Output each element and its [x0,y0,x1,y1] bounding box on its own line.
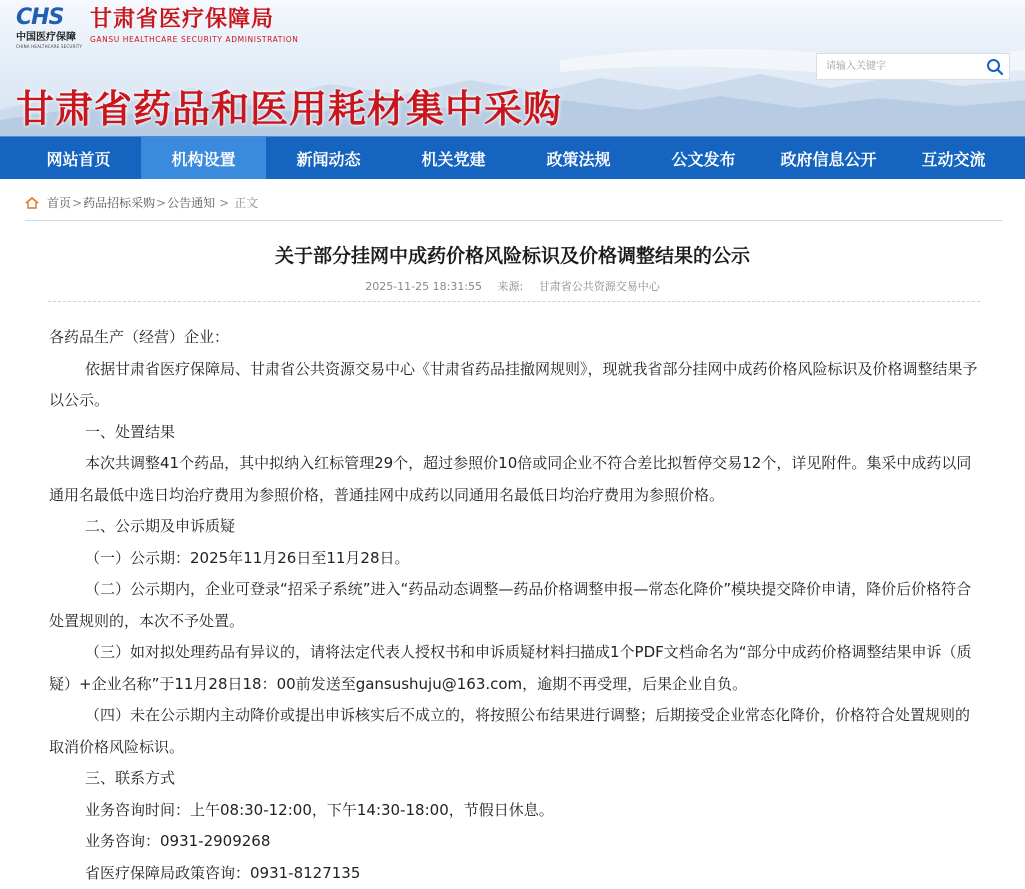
org-name: 甘肃省医疗保障局 [90,6,298,34]
logo-cn-text: 中国医疗保障 [16,32,88,44]
nav-item-organization[interactable]: 机构设置 [141,137,266,179]
main-nav [0,136,1025,179]
logo-text-block [90,6,298,46]
article-meta [0,278,1025,294]
article-paragraph: 本次共调整41个药品，其中拟纳入红标管理29个，超过参照价10倍或同企业不符合差比拟暂停交易12个，详见附件。集采中成药以同通用名最低中选日均治疗费用为参照价格，普通挂网中成药以同通用名最低日均治疗费用为参照价格。 [49,448,979,511]
breadcrumb-home[interactable]: 首页 [47,194,71,211]
nav-item-interaction[interactable]: 互动交流 [891,137,1016,179]
article-paragraph: 依据甘肃省医疗保障局、甘肃省公共资源交易中心《甘肃省药品挂撤网规则》，现就我省部分挂网中成药价格风险标识及价格调整结果予以公示。 [49,354,979,417]
nav-item-documents[interactable]: 公文发布 [641,137,766,179]
article-paragraph: 业务咨询：0931-2909268 [49,826,979,858]
logo-en-text: CHINA HEALTHCARE SECURITY [16,44,88,50]
article-source: 甘肃省公共资源交易中心 [539,280,660,293]
org-name-en: GANSU HEALTHCARE SECURITY ADMINISTRATION [90,34,298,46]
article-title: 关于部分挂网中成药价格风险标识及价格调整结果的公示 [0,241,1025,268]
article-paragraph: （三）如对拟处理药品有异议的，请将法定代表人授权书和申诉质疑材料扫描成1个PDF文档命名为“部分中成药价格调整结果申诉（质疑）+企业名称”于11月28日18：00前发送至gansushuju@163.com，逾期不再受理，后果企业自负。 [49,637,979,700]
search-box [816,53,1010,80]
breadcrumb-current: 正文 [234,194,258,211]
breadcrumb [25,194,258,211]
article-paragraph: 省医疗保障局政策咨询：0931-8127135 [49,858,979,889]
article-body [49,322,979,889]
site-title: 甘肃省药品和医用耗材集中采购 [16,78,562,133]
article-paragraph: （一）公示期：2025年11月26日至11月28日。 [49,543,979,575]
article-paragraph: （四）未在公示期内主动降价或提出申诉核实后不成立的，将按照公布结果进行调整；后期接受企业常态化降价，价格符合处置规则的取消价格风险标识。 [49,700,979,763]
search-input[interactable] [817,54,981,79]
home-icon [25,197,39,209]
article-section-heading: 一、处置结果 [49,417,979,449]
article-paragraph: 业务咨询时间：上午08:30-12:00，下午14:30-18:00，节假日休息。 [49,795,979,827]
article-section-heading: 二、公示期及申诉质疑 [49,511,979,543]
breadcrumb-announcements[interactable]: 公告通知 [167,194,215,211]
breadcrumb-drug-procurement[interactable]: 药品招标采购 [83,194,155,211]
article-salutation: 各药品生产（经营）企业： [49,322,979,354]
nav-item-home[interactable]: 网站首页 [16,137,141,179]
article-source-label: 来源: [498,280,524,293]
search-button[interactable] [981,54,1009,79]
nav-item-policy[interactable]: 政策法规 [516,137,641,179]
site-logo[interactable] [16,6,298,50]
search-icon [986,58,1004,76]
breadcrumb-divider [25,220,1002,221]
article-date: 2025-11-25 18:31:55 [365,280,482,293]
breadcrumb-separator: > [156,196,166,210]
nav-item-party[interactable]: 机关党建 [391,137,516,179]
logo-chs-text: CHS [16,6,88,30]
breadcrumb-separator: > [219,196,229,210]
article-paragraph: （二）公示期内，企业可登录“招采子系统”进入“药品动态调整—药品价格调整申报—常态化降价”模块提交降价申请，降价后价格符合处置规则的，本次不予处置。 [49,574,979,637]
breadcrumb-separator: > [72,196,82,210]
chs-logo-mark [16,6,88,50]
nav-item-news[interactable]: 新闻动态 [266,137,391,179]
article-section-heading: 三、联系方式 [49,763,979,795]
nav-item-gov-info[interactable]: 政府信息公开 [766,137,891,179]
meta-divider [48,301,980,302]
site-header [0,0,1025,136]
